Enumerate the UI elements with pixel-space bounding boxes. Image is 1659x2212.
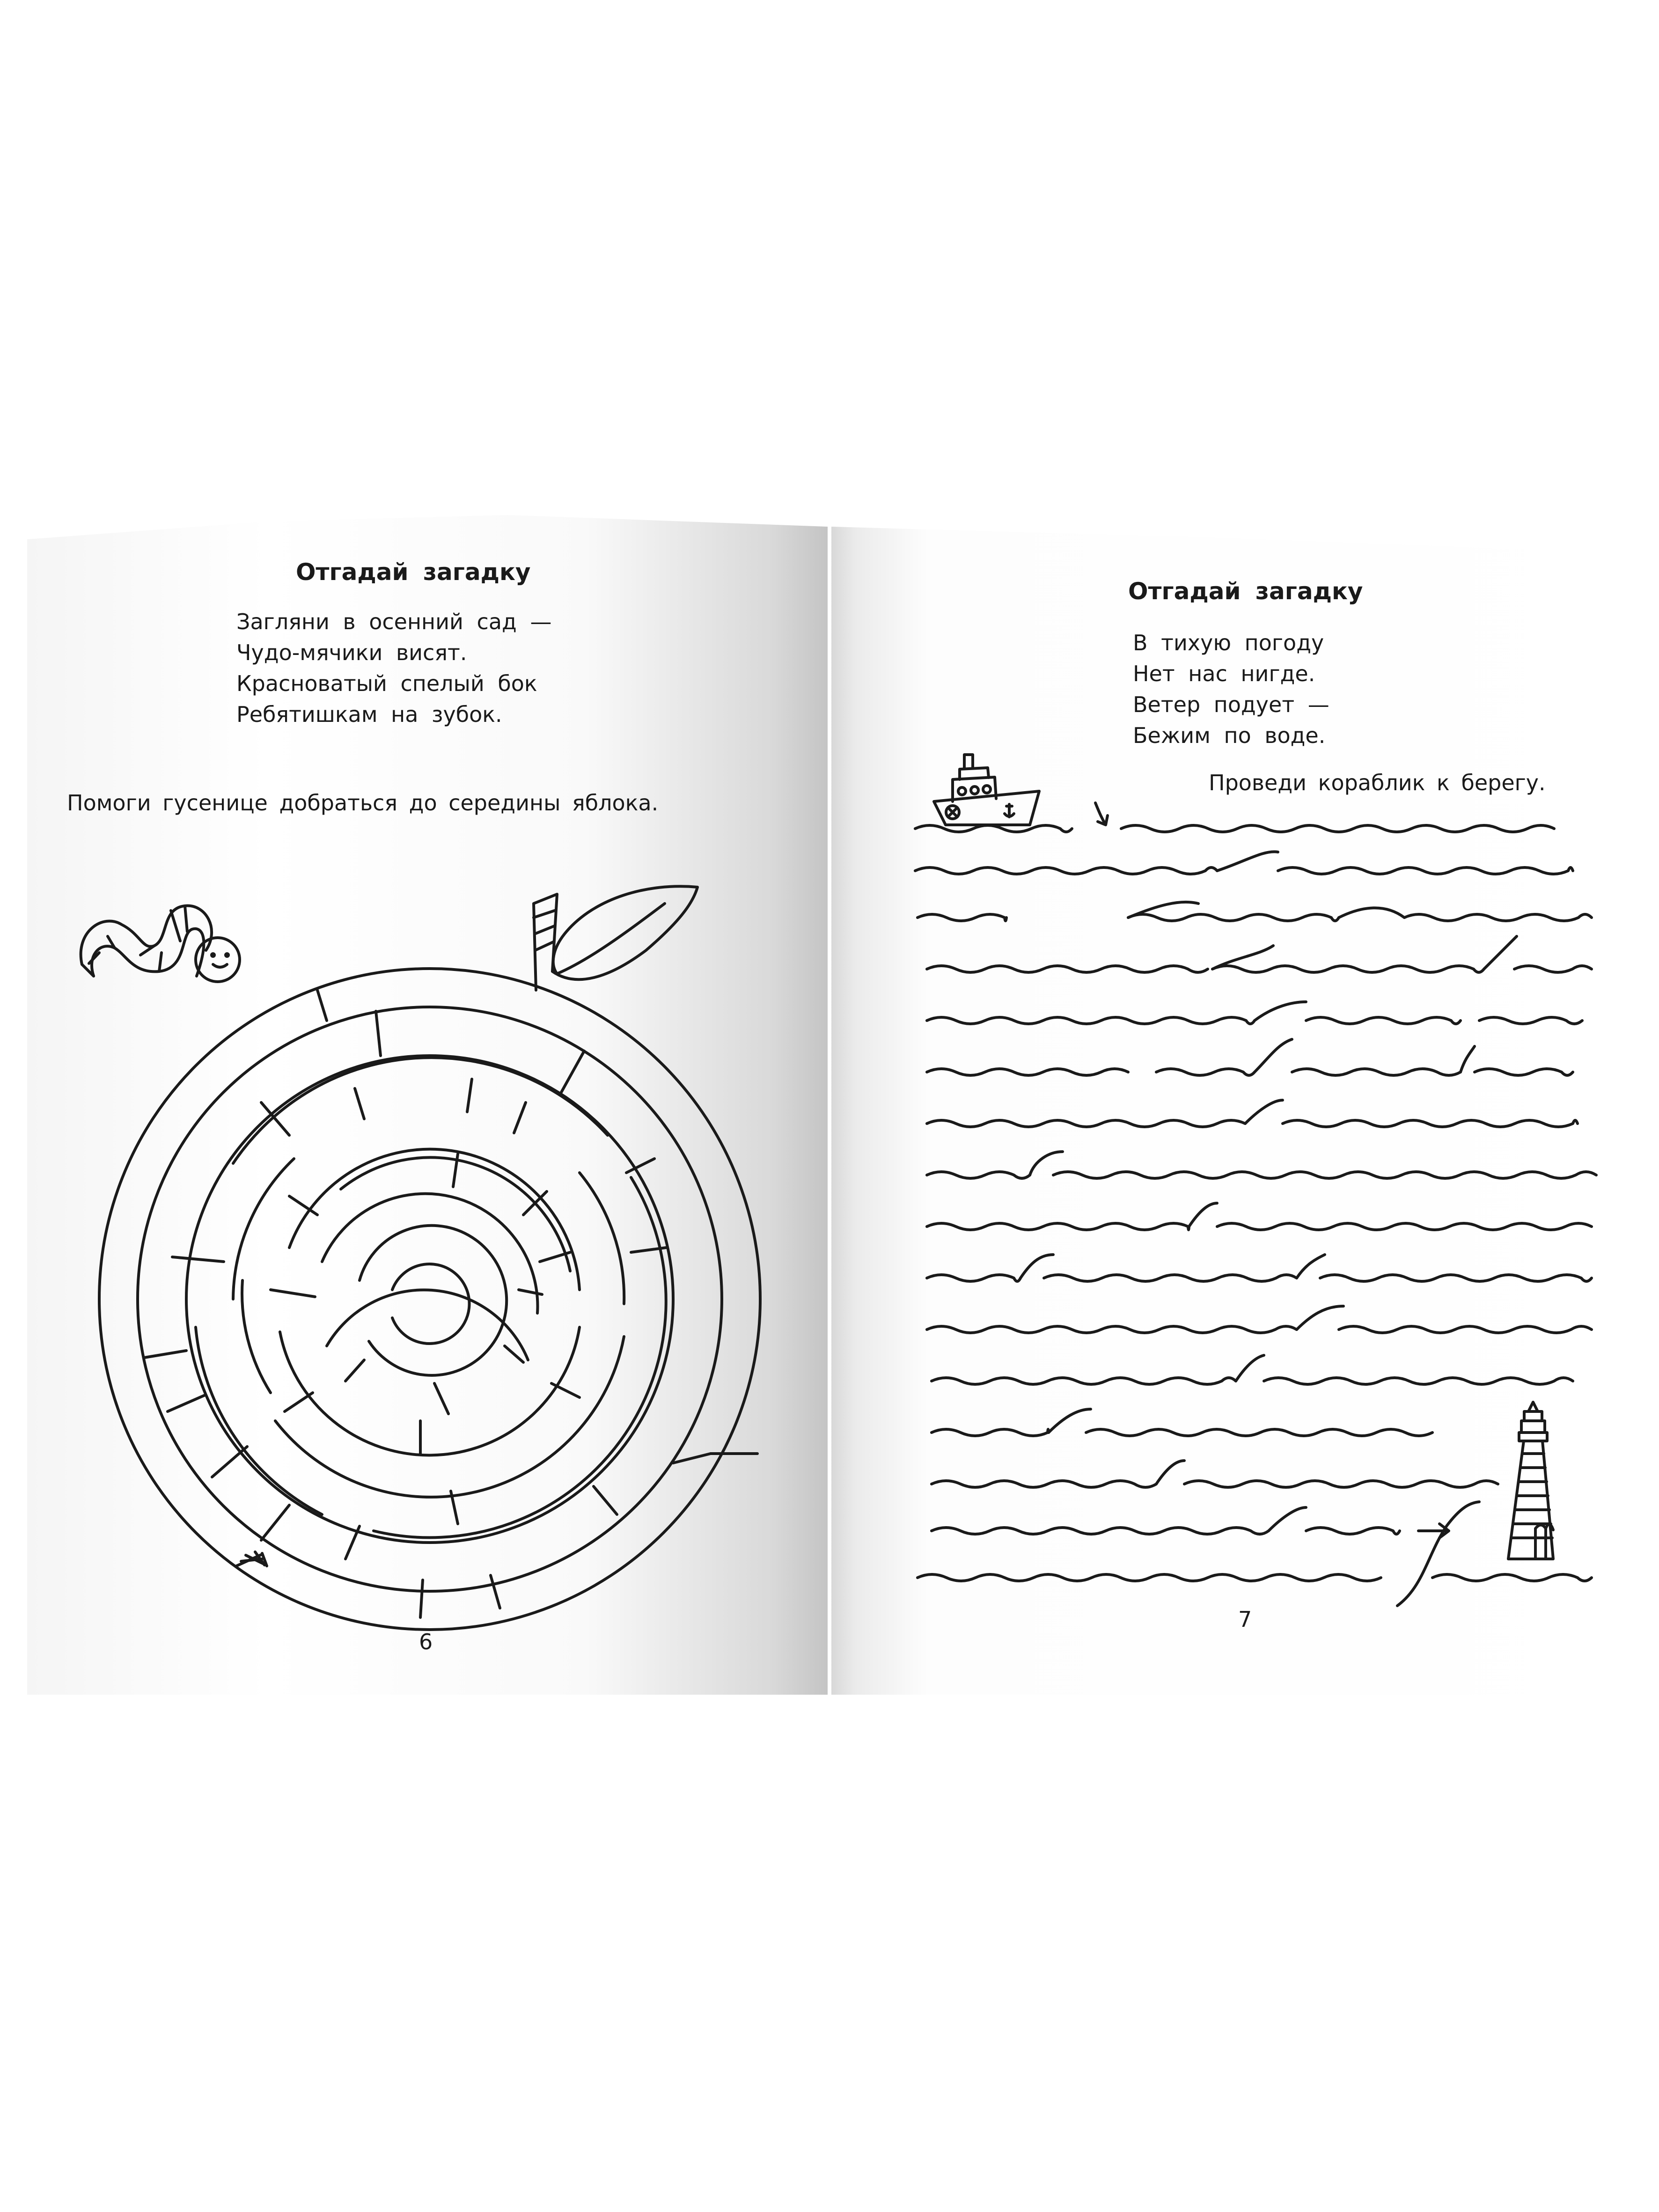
wave-line bbox=[918, 914, 1006, 921]
wave-connector bbox=[1236, 1355, 1264, 1381]
riddle-line: Бежим по воде. bbox=[1133, 723, 1326, 748]
wave-connector bbox=[1217, 852, 1278, 871]
riddle-line: В тихую погоду bbox=[1133, 630, 1324, 655]
riddle-line: Загляни в осенний сад — bbox=[236, 609, 552, 634]
wave-line bbox=[932, 1528, 1269, 1534]
wave-connector bbox=[1049, 1409, 1091, 1433]
riddle-line: Ветер подует — bbox=[1133, 692, 1329, 717]
wave-line bbox=[1184, 1481, 1498, 1487]
arrow-icon bbox=[1418, 1524, 1449, 1538]
wave-line bbox=[1086, 1429, 1432, 1436]
wave-line bbox=[1292, 1069, 1461, 1075]
right-page-title: Отгадай загадку bbox=[1128, 578, 1363, 605]
riddle-line: Нет нас нигде. bbox=[1133, 661, 1315, 686]
wave-line bbox=[1514, 966, 1592, 972]
wave-line bbox=[932, 1429, 1049, 1436]
wave-line bbox=[1278, 867, 1573, 874]
wave-line bbox=[1339, 1326, 1592, 1333]
left-task: Помоги гусенице добраться до середины яблока. bbox=[67, 790, 659, 816]
wave-line bbox=[1121, 825, 1554, 832]
apple-maze bbox=[99, 969, 760, 1630]
wave-line bbox=[1404, 914, 1592, 921]
wave-line bbox=[927, 1172, 1030, 1178]
wave-line bbox=[1306, 1528, 1400, 1534]
wave-connector bbox=[1339, 908, 1404, 918]
wave-connector bbox=[1269, 1507, 1306, 1531]
wave-connector bbox=[1255, 1002, 1306, 1021]
wave-line bbox=[927, 966, 1208, 972]
wave-line bbox=[932, 1481, 1156, 1487]
arrow-icon bbox=[1095, 803, 1108, 825]
riddle-line: Ребятишкам на зубок. bbox=[236, 702, 502, 727]
lighthouse-icon bbox=[1397, 1402, 1553, 1606]
wave-connector bbox=[1245, 1100, 1283, 1124]
wave-line bbox=[927, 1017, 1255, 1024]
wave-line bbox=[915, 867, 1217, 874]
wave-line bbox=[927, 1275, 1020, 1281]
wave-connector bbox=[1030, 1152, 1063, 1175]
wave-line bbox=[927, 1069, 1128, 1075]
riddle-line: Чудо-мячики висят. bbox=[236, 640, 467, 665]
right-task: Проведи кораблик к берегу. bbox=[1209, 770, 1546, 795]
wave-line bbox=[1320, 1275, 1592, 1281]
wave-line bbox=[1306, 1017, 1461, 1024]
wave-line bbox=[1264, 1378, 1573, 1384]
wave-line bbox=[1475, 1069, 1573, 1075]
wave-line bbox=[932, 1378, 1236, 1384]
grass-icon bbox=[236, 1552, 267, 1566]
wave-line bbox=[1283, 1120, 1578, 1127]
wave-line bbox=[927, 1120, 1245, 1127]
ship-icon bbox=[934, 755, 1039, 825]
wave-line bbox=[1217, 1223, 1592, 1230]
wave-connector bbox=[1189, 1203, 1217, 1227]
wave-connector bbox=[1297, 1255, 1325, 1278]
wave-line bbox=[1212, 966, 1484, 972]
wave-line bbox=[1053, 1172, 1596, 1178]
right-page-number: 7 bbox=[1238, 1607, 1252, 1632]
wave-connector bbox=[1212, 946, 1273, 969]
wave-line bbox=[927, 1326, 1297, 1333]
wave-line bbox=[927, 1223, 1189, 1230]
wave-connector bbox=[1255, 1039, 1292, 1072]
left-page-title: Отгадай загадку bbox=[296, 559, 531, 586]
wave-line bbox=[915, 825, 1072, 832]
waves-maze bbox=[915, 825, 1596, 1581]
wave-line bbox=[918, 1574, 1381, 1581]
wave-line bbox=[1156, 1069, 1255, 1075]
wave-line bbox=[1128, 914, 1339, 921]
wave-connector bbox=[1156, 1461, 1184, 1484]
wave-connector bbox=[1461, 1046, 1475, 1072]
caterpillar-icon bbox=[81, 906, 240, 982]
wave-line bbox=[1044, 1275, 1297, 1281]
wave-connector bbox=[1484, 936, 1517, 969]
wave-connector bbox=[1020, 1255, 1053, 1278]
wave-line bbox=[1432, 1574, 1592, 1581]
left-page-number: 6 bbox=[419, 1629, 433, 1654]
wave-connector bbox=[1297, 1306, 1343, 1330]
riddle-line: Красноватый спелый бок bbox=[236, 671, 537, 696]
wave-line bbox=[1479, 1017, 1582, 1024]
leaf-icon bbox=[534, 886, 697, 990]
